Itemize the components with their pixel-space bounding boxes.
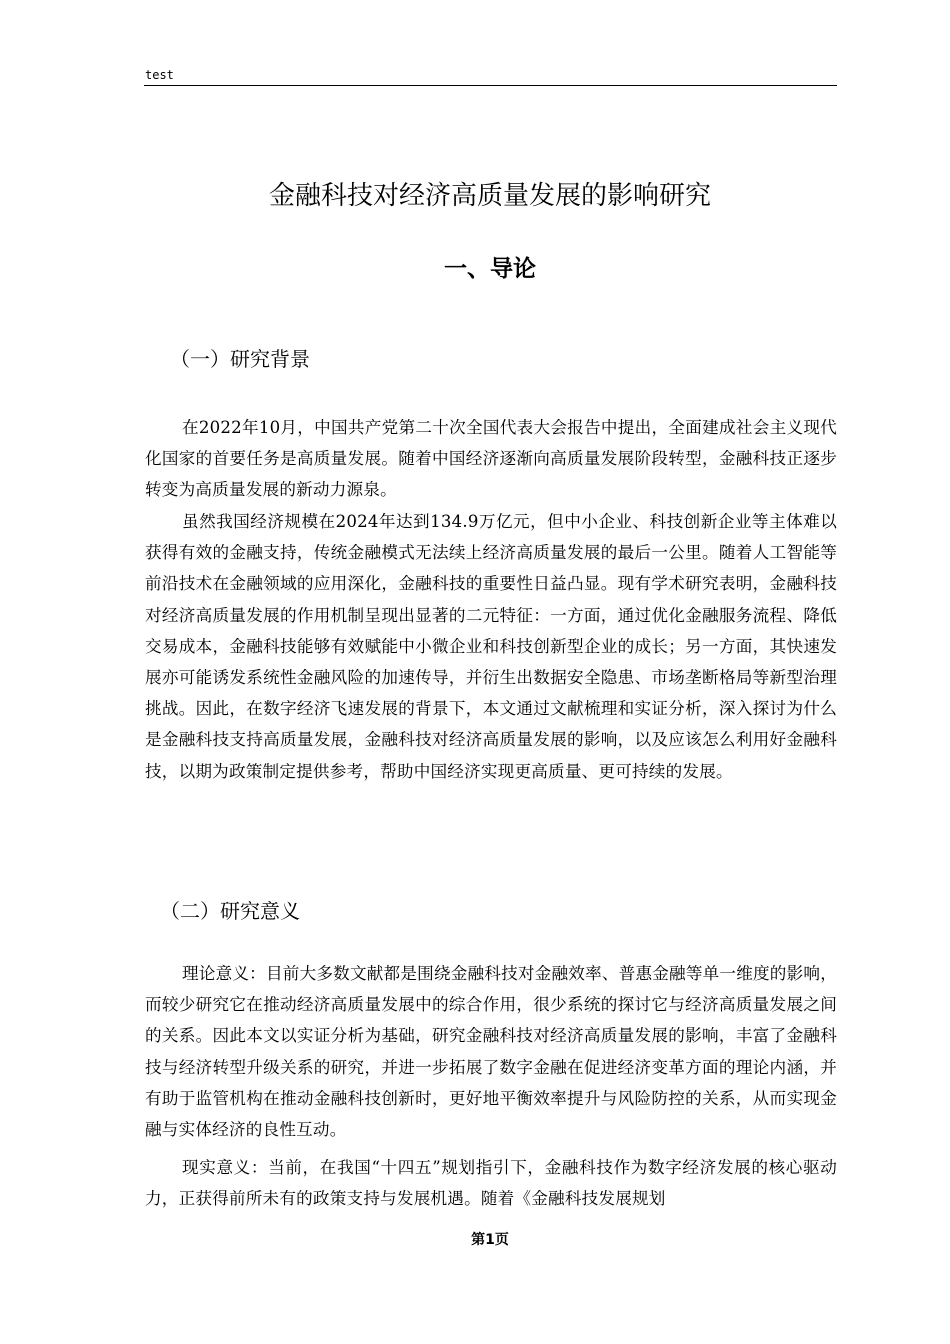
document-title: 金融科技对经济高质量发展的影响研究 — [268, 181, 711, 211]
paragraph: 在2022年10月，中国共产党第二十次全国代表大会报告中提出，全面建成社会主义现代化国家的首要任务是高质量发展。随着中国经济逐渐向高质量发展阶段转型，金融科技正逐步转变为高质量发展的新动力源泉。 — [145, 418, 837, 500]
paragraph: 现实意义：当前，在我国“十四五”规划指引下，金融科技作为数字经济发展的核心驱动力，正获得前所未有的政策支持与发展机遇。随着《金融科技发展规划 — [145, 1158, 837, 1209]
section-heading-significance: （二）研究意义 — [160, 899, 300, 923]
paragraph: 理论意义：目前大多数文献都是围绕金融科技对金融效率、普惠金融等单一维度的影响，而较少研究它在推动经济高质量发展中的综合作用，很少系统的探讨它与经济高质量发展之间的关系。因此本文以实证分析为基础，研究金融科技对经济高质量发展的影响，丰富了金融科技与经济转型升级关系的研究，并进一步拓展了数字金融在促进经济变革方面的理论内涵，并有助于监管机构在推动金融科技创新时，更好地平衡效率提升与风险防控的关系，从而实现金融与实体经济的良性互动。 — [145, 964, 837, 1140]
chapter-heading: 一、导论 — [444, 256, 536, 282]
paragraph: 虽然我国经济规模在2024年达到134.9万亿元，但中小企业、科技创新企业等主体难以获得有效的金融支持，传统金融模式无法续上经济高质量发展的最后一公里。随着人工智能等前沿技术在金融领域的应用深化，金融科技的重要性日益凸显。现有学术研究表明，金融科技对经济高质量发展的作用机制呈现出显著的二元特征：一方面，通过优化金融服务流程、降低交易成本，金融科技能够有效赋能中小微企业和科技创新型企业的成长；另一方面，其快速发展亦可能诱发系统性金融风险的加速传导，并衍生出数据安全隐患、市场垄断格局等新型治理挑战。因此，在数字经济飞速发展的背景下，本文通过文献梳理和实证分析，深入探讨为什么是金融科技支持高质量发展，金融科技对经济高质量发展的影响，以及应该怎么利用好金融科技，以期为政策制定提供参考，帮助中国经济实现更高质量、更可持续的发展。 — [145, 512, 837, 781]
running-header: test — [145, 68, 174, 82]
page-number: 第1页 — [471, 1232, 509, 1248]
header-rule — [144, 85, 837, 86]
section-heading-background: （一）研究背景 — [170, 347, 310, 371]
